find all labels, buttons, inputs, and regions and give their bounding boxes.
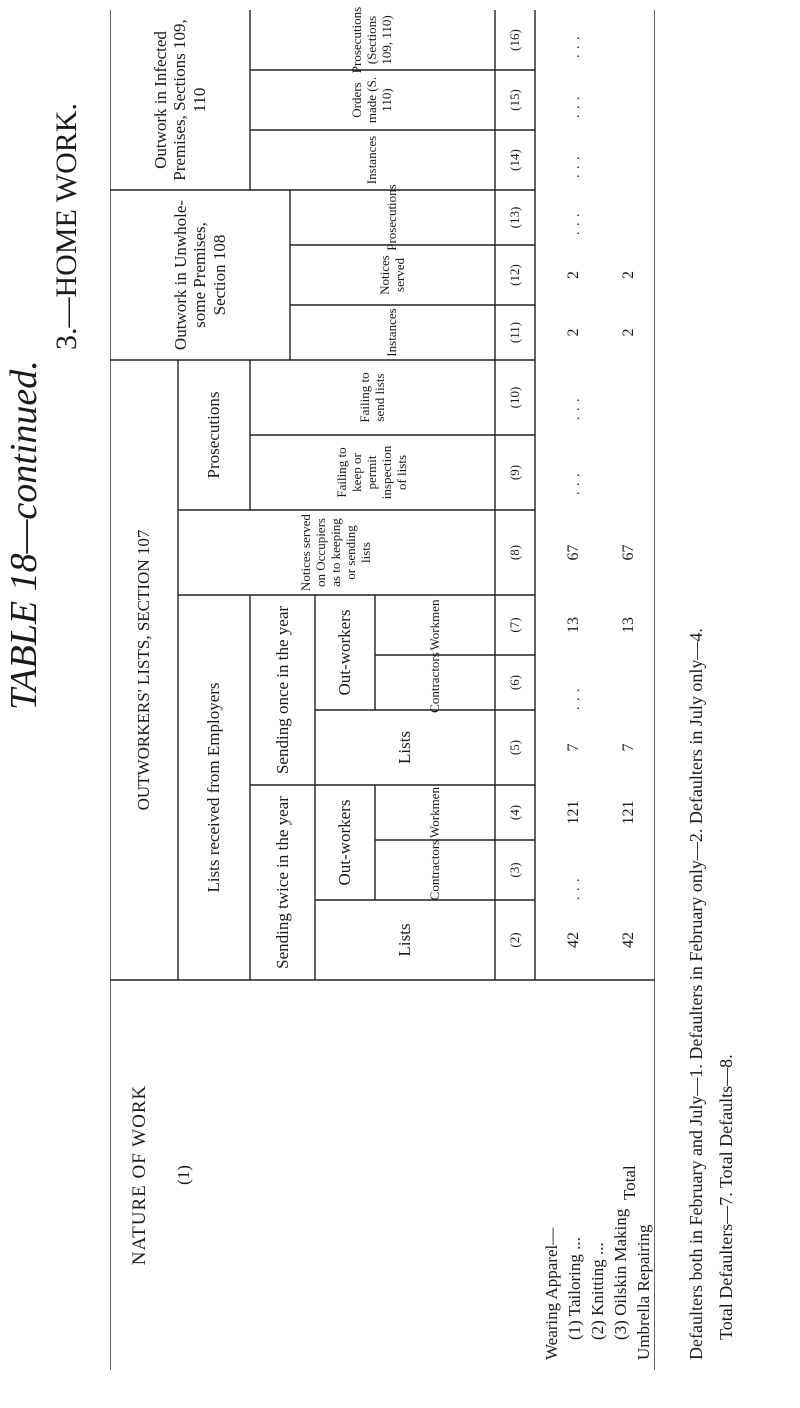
outworkers-lists-header: OUTWORKERS' LISTS, SECTION 107: [134, 529, 154, 811]
colnum-3: (3): [506, 862, 522, 878]
colnum-4: (4): [506, 804, 522, 821]
total-unwholesome-notices: 2: [620, 271, 637, 279]
row-label-tailoring: (1) Tailoring ...: [565, 1237, 584, 1340]
col-unwholesome-notices: Notices served: [376, 255, 407, 295]
total-notices-served: 67: [620, 544, 637, 561]
col-workmen-once: Workmen: [426, 599, 442, 651]
unwholesome-premises-header: Outwork in Unwhole-some Premises, Section 108: [170, 199, 229, 351]
colnum-9: (9): [506, 464, 522, 481]
col-contractors-twice: Contractors: [426, 839, 442, 901]
total-workmen-once: 13: [620, 617, 637, 633]
colnum-16: (16): [506, 29, 522, 51]
footnote-defaulters: Defaulters both in February and July—1. Defaulters in February only—2. Defaulters in July only—4.: [686, 628, 706, 1360]
tailoring-unwholesome-instances: 2: [565, 328, 582, 337]
total-workmen-twice: 121: [620, 800, 637, 825]
empty-cell: . . .: [568, 35, 583, 58]
tailoring-workmen-twice: 121: [565, 800, 582, 825]
tailoring-lists-twice: 42: [565, 932, 582, 948]
row-label-oilskin-making: (3) Oilskin Making: [611, 1208, 630, 1340]
empty-cell: . . .: [568, 212, 583, 235]
total-lists-twice: 42: [620, 932, 637, 948]
col-infected-prosecutions: Prosecutions (Sections 109, 110): [349, 6, 394, 74]
colnum-15: (15): [506, 89, 522, 111]
tailoring-lists-once: 7: [565, 743, 582, 752]
row-label-total: Total: [620, 1165, 639, 1200]
row-label-wearing-apparel: Wearing Apparel—: [542, 1227, 561, 1360]
col-notices-served: Notices served on Occupiers as to keeping or sending lists: [298, 514, 373, 591]
colnum-13: (13): [506, 206, 522, 229]
row-label-knitting: (2) Knitting ...: [588, 1242, 607, 1340]
tailoring-unwholesome-notices: 2: [565, 271, 582, 279]
empty-cell: . . .: [568, 877, 583, 900]
colnum-14: (14): [506, 149, 522, 171]
col-lists-once: Lists: [395, 730, 415, 765]
col-orders-made: Orders made (S. 110): [349, 76, 394, 124]
total-lists-once: 7: [620, 743, 637, 752]
col-lists-twice: Lists: [395, 923, 415, 957]
col-unwholesome-prosecutions: Prosecutions: [384, 184, 400, 251]
colnum-7: (7): [506, 617, 522, 633]
col-failing-send: Failing to send lists: [356, 372, 387, 423]
infected-premises-header: Outwork in Infected Premises, Sections 109, 110: [150, 19, 209, 181]
footnote-totals: Total Defaulters—7. Total Defaults—8.: [716, 1054, 736, 1340]
col-workmen-twice: Workmen: [426, 787, 442, 838]
colnum-8: (8): [506, 544, 522, 561]
col-failing-keep: Failing to keep or permit inspection of lists: [334, 445, 409, 500]
table-subtitle: 3.—HOME WORK.: [50, 103, 83, 350]
home-work-table: [110, 6, 655, 1370]
table-title: TABLE 18—continued.: [3, 360, 45, 710]
sending-twice-header: Sending twice in the year: [272, 796, 292, 969]
empty-cell: . . .: [568, 687, 583, 710]
empty-cell: . . .: [568, 397, 583, 420]
tailoring-workmen-once: 13: [565, 617, 582, 633]
out-workers-once-header: Out-workers: [335, 609, 355, 696]
colnum-6: (6): [506, 674, 522, 691]
colnum-5: (5): [506, 739, 522, 756]
tailoring-notices-served: 67: [565, 544, 582, 561]
col-unwholesome-instances: Instances: [384, 308, 400, 357]
colnum-10: (10): [506, 386, 522, 409]
col-infected-instances: Instances: [364, 135, 380, 185]
nature-of-work-colnum: (1): [174, 1165, 194, 1185]
lists-received-header: Lists received from Employers: [204, 682, 224, 893]
total-unwholesome-instances: 2: [620, 328, 637, 337]
col-contractors-once: Contractors: [426, 652, 442, 713]
out-workers-twice-header: Out-workers: [335, 799, 355, 886]
sending-once-header: Sending once in the year: [272, 605, 292, 775]
empty-cell: . . .: [568, 472, 583, 495]
empty-cell: . . .: [568, 155, 583, 178]
nature-of-work-header: NATURE OF WORK: [129, 1084, 151, 1266]
colnum-11: (11): [506, 321, 522, 344]
empty-cell: . . .: [568, 95, 583, 118]
colnum-2: (2): [506, 932, 522, 948]
colnum-12: (12): [506, 264, 522, 286]
prosecutions-header: Prosecutions: [204, 391, 224, 479]
row-label-umbrella-repairing: Umbrella Repairing: [634, 1224, 653, 1360]
